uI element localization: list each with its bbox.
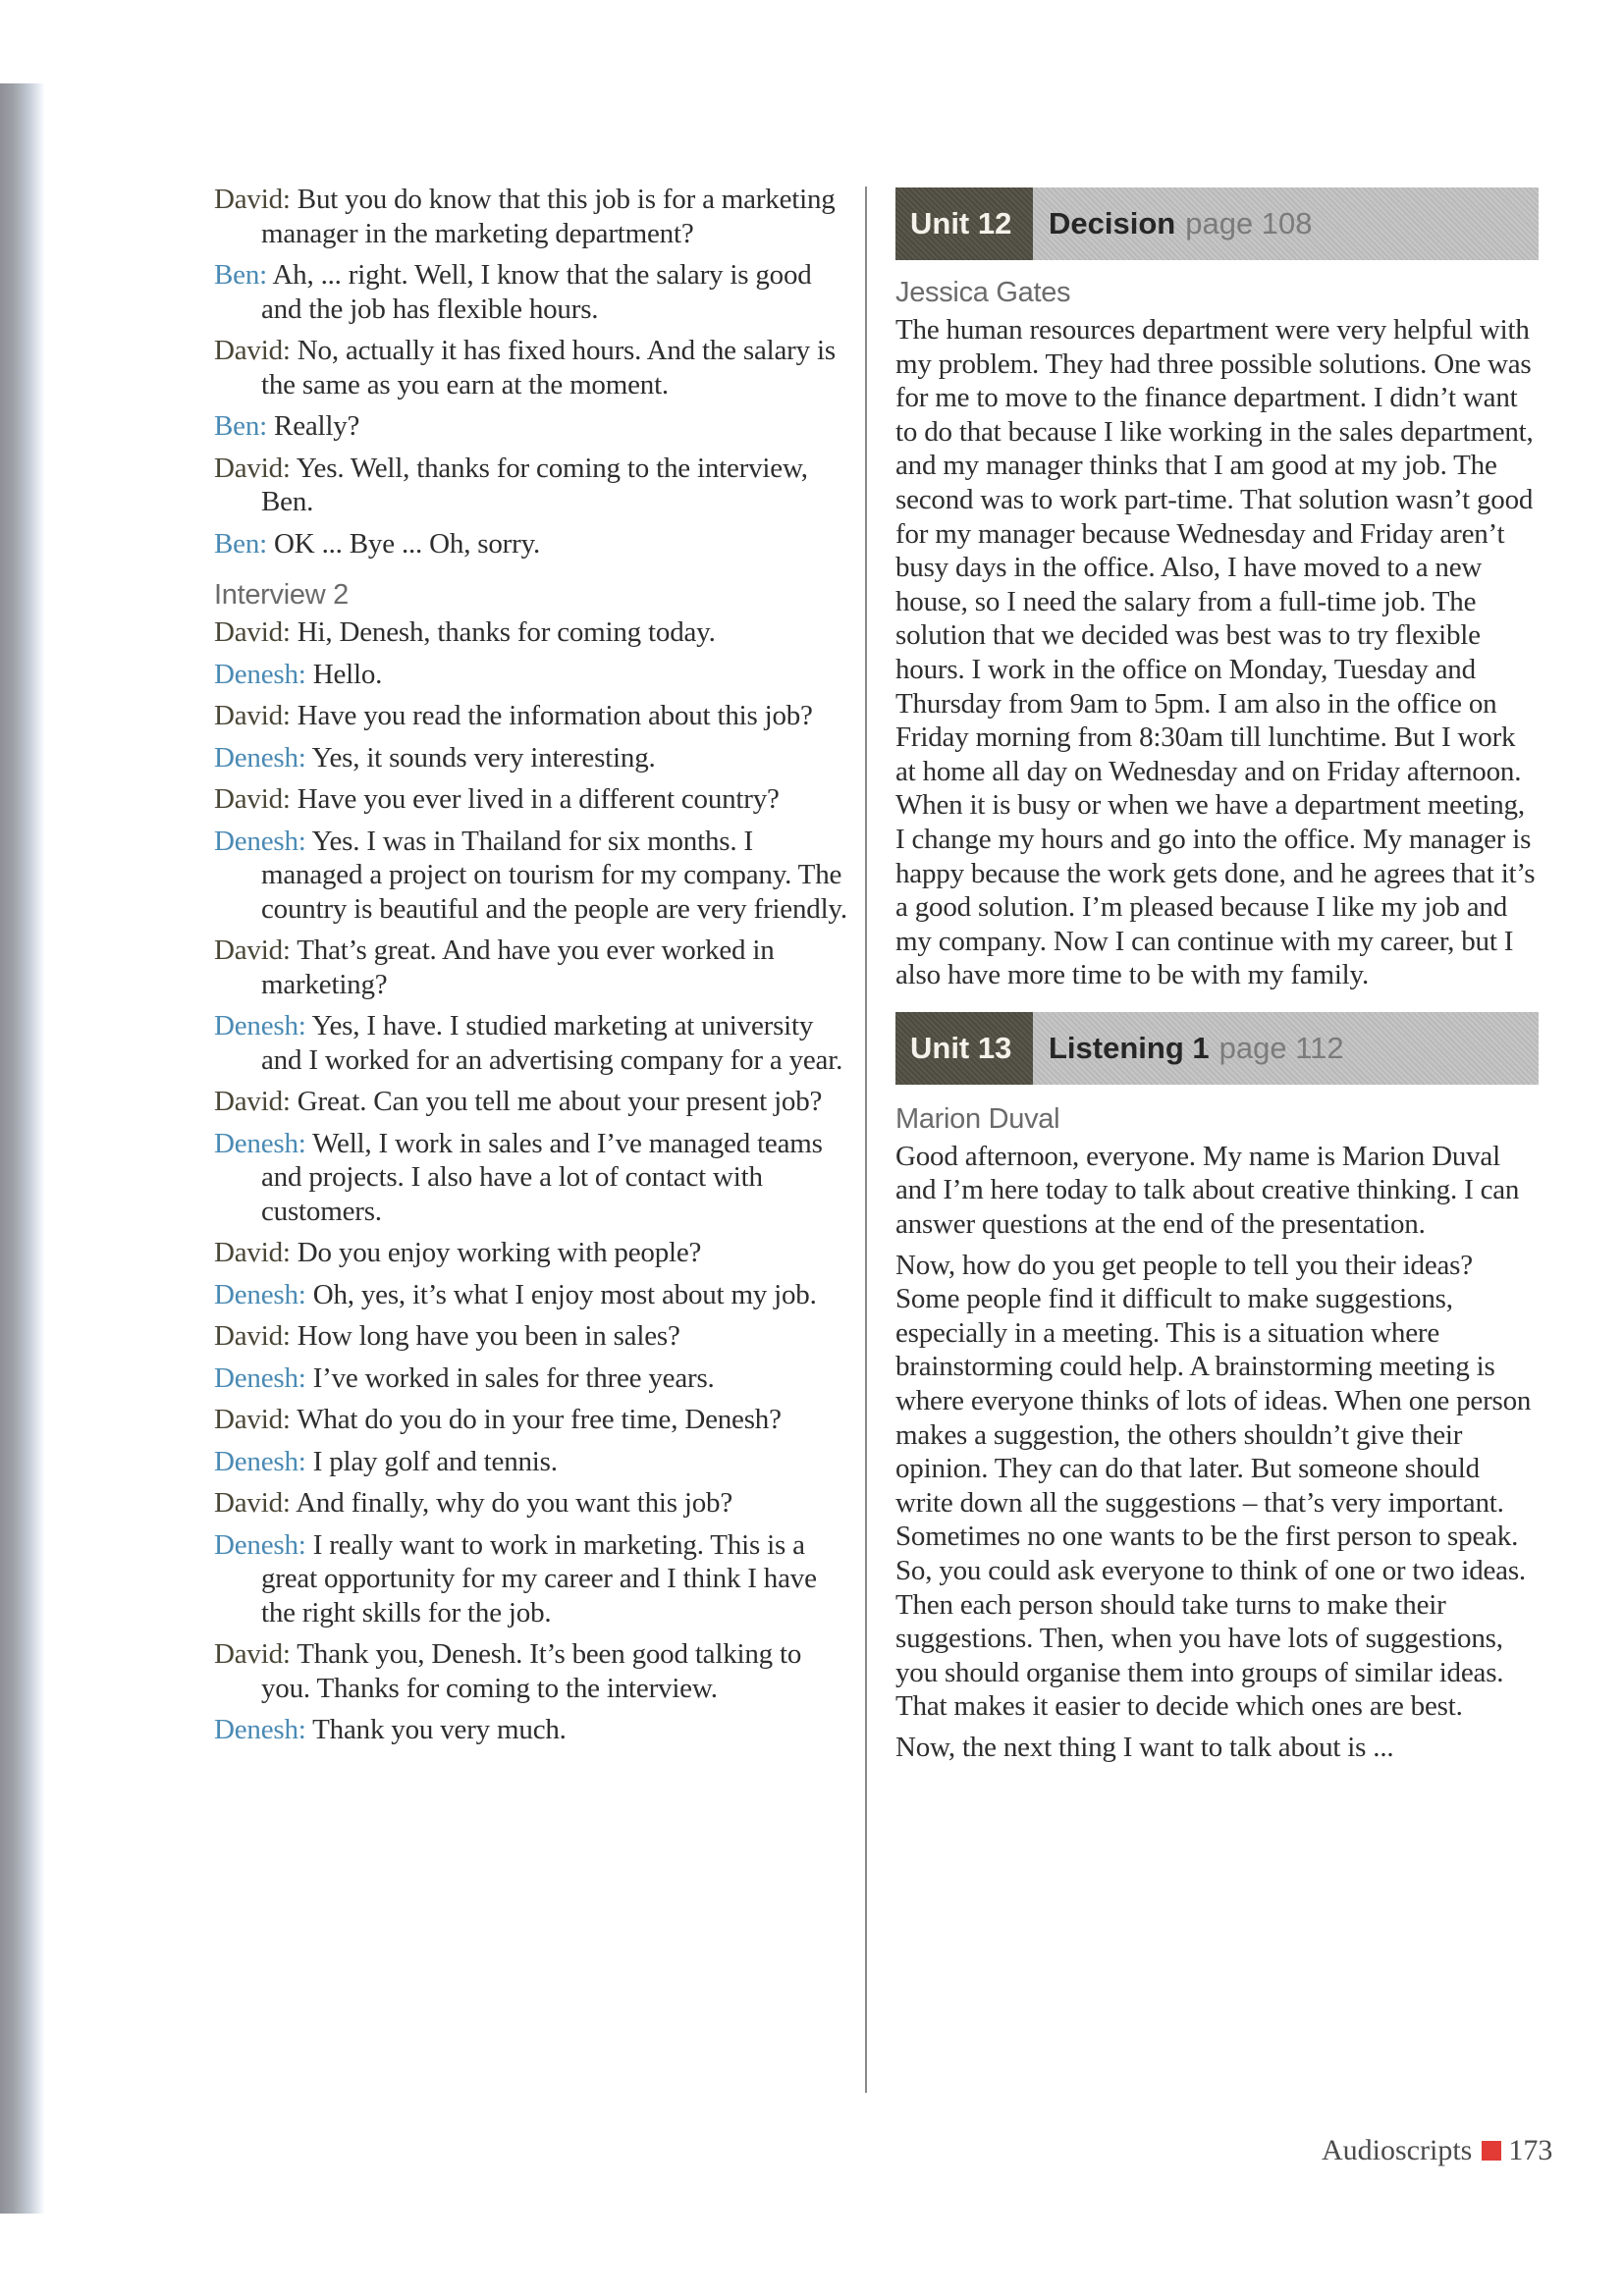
- speaker-name: Ben:: [214, 410, 267, 442]
- dialogue-text: Yes. Well, thanks for coming to the interview, Ben.: [261, 452, 808, 517]
- dialogue-turn: [214, 1127, 852, 1229]
- dialogue-turn: [214, 934, 852, 1001]
- interview-2-transcript: [214, 615, 852, 1747]
- speaker-name: David:: [214, 1320, 291, 1352]
- speaker-name: David:: [214, 1638, 291, 1670]
- dialogue-text: Have you ever lived in a different country?: [297, 783, 780, 815]
- dialogue-text: Thank you, Denesh. It’s been good talking to you. Thanks for coming to the interview.: [261, 1638, 802, 1704]
- dialogue-turn: [214, 782, 852, 817]
- dialogue-turn: [214, 409, 852, 444]
- speaker-name: Denesh:: [214, 741, 306, 774]
- dialogue-turn: [214, 1278, 852, 1312]
- unit-12-transcript: [895, 313, 1539, 992]
- dialogue-text: I play golf and tennis.: [312, 1445, 558, 1477]
- dialogue-text: Well, I work in sales and I’ve managed teams and projects. I also have a lot of contact with customers.: [261, 1127, 823, 1227]
- unit-12-title: Decision: [1049, 206, 1176, 240]
- dialogue-turn: [214, 825, 852, 927]
- dialogue-turn: [214, 1403, 852, 1437]
- dialogue-text: Great. Can you tell me about your present job?: [297, 1086, 823, 1117]
- dialogue-text: Yes, it sounds very interesting.: [311, 741, 656, 774]
- speaker-name: Denesh:: [214, 1127, 306, 1159]
- dialogue-text: OK ... Bye ... Oh, sorry.: [274, 527, 541, 560]
- dialogue-text: I’ve worked in sales for three years.: [312, 1362, 715, 1394]
- dialogue-turn: [214, 699, 852, 733]
- dialogue-text: What do you do in your free time, Denesh?: [297, 1404, 782, 1435]
- dialogue-turn: [214, 741, 852, 775]
- unit-13-header-band: [895, 1012, 1539, 1085]
- speaker-name: David:: [214, 1237, 291, 1268]
- dialogue-turn: [214, 1009, 852, 1077]
- speaker-name: Ben:: [214, 527, 267, 560]
- dialogue-text: That’s great. And have you ever worked in marketing?: [261, 934, 775, 1000]
- speaker-name: Denesh:: [214, 1278, 306, 1310]
- dialogue-text: Really?: [274, 410, 360, 442]
- speaker-name: David:: [214, 1404, 291, 1435]
- speaker-name: Denesh:: [214, 1528, 306, 1561]
- dialogue-turn: [214, 258, 852, 326]
- dialogue-text: But you do know that this job is for a marketing manager in the marketing department?: [261, 184, 836, 249]
- footer-section-label: Audioscripts: [1322, 2134, 1473, 2166]
- dialogue-text: And finally, why do you want this job?: [296, 1487, 732, 1519]
- page-footer: [1322, 2134, 1552, 2167]
- dialogue-turn: [214, 1445, 852, 1479]
- dialogue-text: Hi, Denesh, thanks for coming today.: [297, 616, 716, 648]
- speaker-name: David:: [214, 783, 291, 815]
- interview-1-transcript: [214, 183, 852, 561]
- speaker-name: David:: [214, 1487, 291, 1519]
- speaker-name: Denesh:: [214, 1714, 306, 1745]
- dialogue-turn: [214, 452, 852, 519]
- dialogue-text: Hello.: [312, 658, 383, 690]
- speaker-name: David:: [214, 616, 291, 648]
- dialogue-text: Yes, I have. I studied marketing at university and I worked for an advertising company for a year.: [261, 1010, 843, 1076]
- unit-13-title: Listening 1: [1049, 1030, 1210, 1065]
- dialogue-text: No, actually it has fixed hours. And the salary is the same as you earn at the moment.: [261, 335, 836, 400]
- unit-12-page-ref: page 108: [1185, 206, 1313, 240]
- page-binding-shadow: [0, 83, 45, 2214]
- dialogue-turn: [214, 334, 852, 401]
- unit-13-transcript: [895, 1140, 1539, 1765]
- speaker-name: David:: [214, 184, 291, 215]
- paragraph: Now, the next thing I want to talk about is ...: [895, 1731, 1394, 1763]
- paragraph: The human resources department were very helpful with my problem. They had three possible solutions. One was for me to move to the finance department. I didn’t want to do that because I like working in the sales department, and my manager thinks that I am good at my job. The second was to work part-time. That solution wasn’t good for my manager because Wednesday and Friday aren’t busy days in the office. Also, I have moved to a new house, so I need the salary from a full-time job. The solution that we decided was best was to try flexible hours. I work in the office on Monday, Tuesday and Thursday from 9am to 5pm. I am also in the office on Friday morning from 8:30am till lunchtime. But I work at home all day on Wednesday and on Friday afternoon. When it is busy or when we have a department meeting, I change my hours and go into the office. My manager is happy because the work gets done, and he agrees that it’s a good solution. I’m pleased because I like my job and my company. Now I can continue with my career, but I also have more time to be with my family.: [895, 314, 1536, 991]
- dialogue-turn: [214, 1528, 852, 1630]
- dialogue-text: Thank you very much.: [312, 1714, 567, 1745]
- dialogue-turn: [214, 183, 852, 250]
- dialogue-turn: [214, 1085, 852, 1119]
- dialogue-turn: [214, 1486, 852, 1521]
- unit-12-label: Unit 12: [895, 187, 1033, 260]
- paragraph: Good afternoon, everyone. My name is Marion Duval and I’m here today to talk about creative thinking. I can answer questions at the end of the presentation.: [895, 1140, 1520, 1241]
- speaker-name: David:: [214, 1086, 291, 1117]
- dialogue-text: Yes. I was in Thailand for six months. I managed a project on tourism for my company. The country is beautiful and the people are very friendly.: [261, 825, 847, 925]
- speaker-name: Denesh:: [214, 1010, 306, 1041]
- dialogue-text: Have you read the information about this job?: [297, 700, 813, 731]
- speaker-name: Denesh:: [214, 825, 306, 857]
- dialogue-turn: [214, 1362, 852, 1396]
- dialogue-text: I really want to work in marketing. This is a great opportunity for my career and I think I have the right skills for the job.: [261, 1528, 817, 1629]
- dialogue-text: Oh, yes, it’s what I enjoy most about my job.: [312, 1278, 817, 1310]
- right-column: [895, 187, 1539, 1772]
- left-column: [214, 183, 852, 1755]
- unit-12-header-band: [895, 187, 1539, 260]
- page-number: 173: [1508, 2134, 1553, 2166]
- speaker-name: David:: [214, 934, 291, 966]
- speaker-name: David:: [214, 452, 291, 484]
- marion-duval-heading: Marion Duval: [895, 1102, 1060, 1135]
- footer-square-icon: [1482, 2141, 1501, 2161]
- dialogue-turn: [214, 527, 852, 561]
- speaker-name: Denesh:: [214, 1362, 306, 1394]
- jessica-gates-heading: Jessica Gates: [895, 277, 1071, 308]
- speaker-name: David:: [214, 700, 291, 731]
- column-divider: [865, 187, 867, 2093]
- unit-13-label: Unit 13: [895, 1012, 1033, 1085]
- dialogue-text: How long have you been in sales?: [297, 1320, 680, 1352]
- dialogue-turn: [214, 658, 852, 692]
- dialogue-text: Ah, ... right. Well, I know that the salary is good and the job has flexible hours.: [261, 259, 812, 325]
- speaker-name: Denesh:: [214, 1445, 306, 1477]
- dialogue-text: Do you enjoy working with people?: [297, 1237, 702, 1268]
- dialogue-turn: [214, 1713, 852, 1747]
- paragraph: Now, how do you get people to tell you their ideas? Some people find it difficult to make suggestions, especially in a meeting. This is a situation where brainstorming could help. A brainstorming meeting is where everyone thinks of lots of ideas. When one person makes a suggestion, the others shouldn’t give their opinion. They can do that later. But someone should write down all the suggestions – that’s very important. Sometimes no one wants to be the first person to speak. So, you could ask everyone to think of one or two ideas. Then each person should take turns to make their suggestions. Then, when you have lots of suggestions, you should organise them into groups of similar ideas. That makes it easier to decide which ones are best.: [895, 1249, 1532, 1723]
- speaker-name: Ben:: [214, 259, 267, 291]
- dialogue-turn: [214, 615, 852, 650]
- interview-2-heading: Interview 2: [214, 579, 349, 611]
- speaker-name: David:: [214, 335, 291, 366]
- speaker-name: Denesh:: [214, 658, 306, 690]
- unit-13-page-ref: page 112: [1218, 1030, 1344, 1065]
- dialogue-turn: [214, 1637, 852, 1705]
- dialogue-turn: [214, 1319, 852, 1354]
- dialogue-turn: [214, 1236, 852, 1270]
